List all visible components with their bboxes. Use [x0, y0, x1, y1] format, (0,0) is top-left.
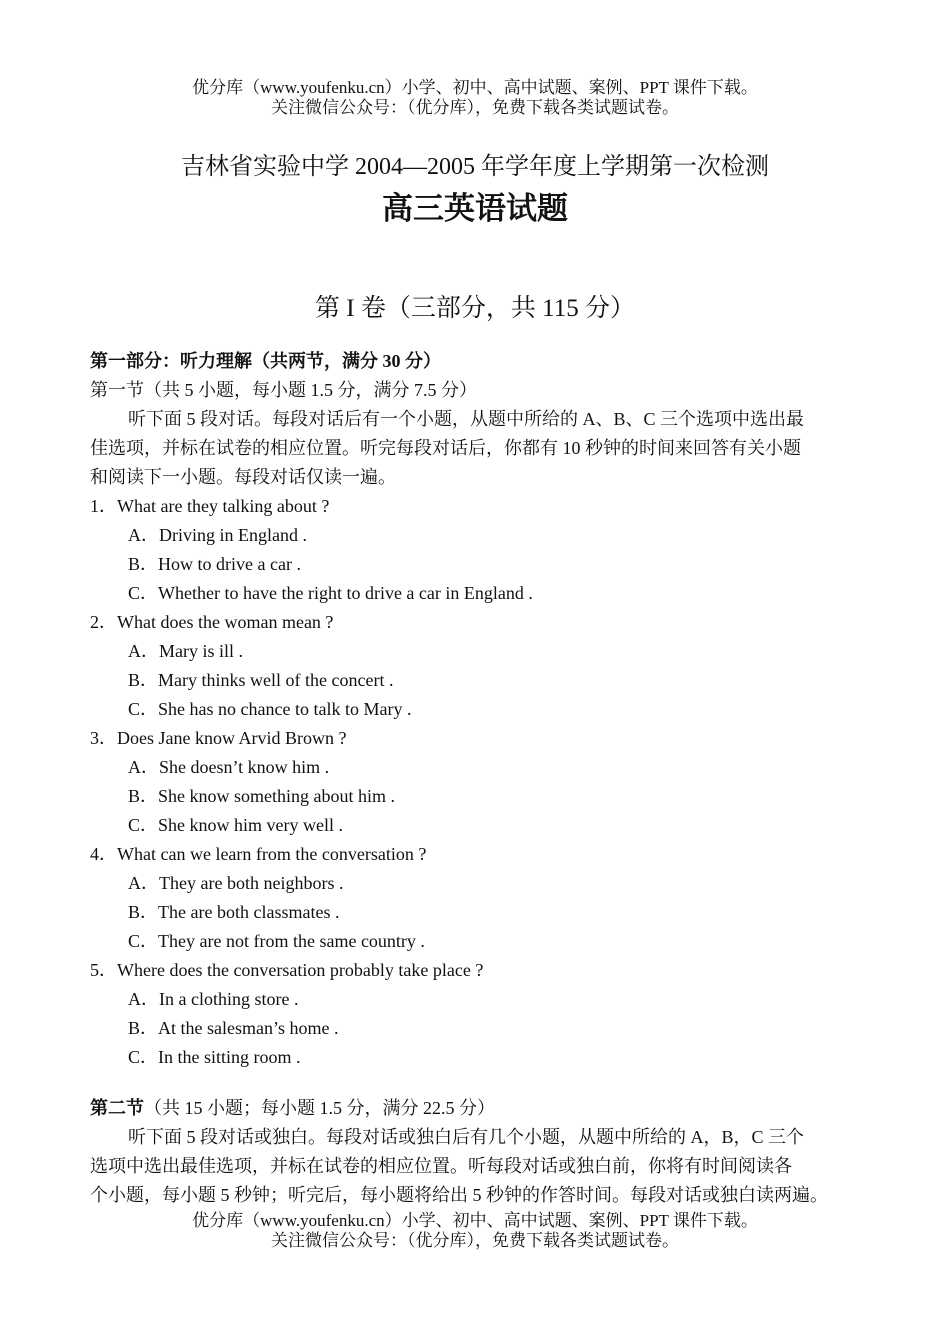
exam-school-title: 吉林省实验中学 2004—2005 年学年度上学期第一次检测 [181, 154, 769, 180]
option-3a [90, 753, 870, 782]
option-letter: A． [128, 641, 159, 661]
option-text: They are both neighbors . [159, 873, 344, 893]
footer-line-1: 优分库（www.youfenku.cn）小学、初中、高中试题、案例、PPT 课件下载。 [192, 1211, 758, 1230]
option-letter: B． [128, 786, 159, 806]
question-number: 3． [90, 728, 117, 748]
section1-heading: 第一节（共 5 小题，每小题 1.5 分，满分 7.5 分） [90, 380, 477, 400]
option-letter: C． [128, 1047, 159, 1067]
section2-heading-label: 第二节 [90, 1098, 144, 1118]
question-2 [90, 608, 870, 637]
header-line-1: 优分库（www.youfenku.cn）小学、初中、高中试题、案例、PPT 课件下载。 [192, 78, 758, 97]
option-letter: C． [128, 699, 159, 719]
option-text: In the sitting room . [158, 1047, 301, 1067]
option-letter: C． [128, 583, 159, 603]
option-text: Driving in England . [159, 525, 307, 545]
option-text: She doesn’t know him . [159, 757, 330, 777]
option-letter: A． [128, 525, 159, 545]
question-text: What are they talking about ? [117, 496, 330, 516]
question-number: 2． [90, 612, 117, 632]
question-text: Where does the conversation probably take place ? [117, 960, 484, 980]
option-text: She know him very well . [158, 815, 343, 835]
option-letter: B． [128, 1018, 159, 1038]
section1-instruction-3: 和阅读下一小题。每段对话仅读一遍。 [90, 467, 396, 487]
question-number: 1． [90, 496, 117, 516]
footer-line-2: 关注微信公众号：（优分库），免费下载各类试题试卷。 [271, 1231, 679, 1250]
option-text: How to drive a car . [158, 554, 301, 574]
option-1c [90, 579, 870, 608]
question-number: 4． [90, 844, 117, 864]
question-3 [90, 724, 870, 753]
option-2b [90, 666, 870, 695]
option-letter: B． [128, 670, 159, 690]
section2-instruction-3: 个小题，每小题 5 秒钟；听完后，每小题将给出 5 秒钟的作答时间。每段对话或独白读两遍。 [90, 1185, 828, 1205]
option-letter: A． [128, 873, 159, 893]
option-letter: A． [128, 757, 159, 777]
option-4a [90, 869, 870, 898]
question-number: 5． [90, 960, 117, 980]
option-letter: B． [128, 554, 159, 574]
section1-instruction-1: 听下面 5 段对话。每段对话后有一个小题，从题中所给的 A、B、C 三个选项中选出最 [128, 409, 805, 429]
option-text: In a clothing store . [159, 989, 299, 1009]
part1 [90, 347, 870, 1072]
option-5a [90, 985, 870, 1014]
question-text: What does the woman mean ? [117, 612, 334, 632]
question-text: What can we learn from the conversation ? [117, 844, 427, 864]
option-text: Whether to have the right to drive a car in England . [158, 583, 533, 603]
option-text: Mary thinks well of the concert . [158, 670, 394, 690]
header-line-2: 关注微信公众号：（优分库），免费下载各类试题试卷。 [271, 98, 679, 117]
section2-heading-detail: （共 15 小题；每小题 1.5 分，满分 22.5 分） [144, 1098, 495, 1118]
section2-instruction-2: 选项中选出最佳选项，并标在试卷的相应位置。听每段对话或独白前，你将有时间阅读各 [90, 1156, 792, 1176]
option-1b [90, 550, 870, 579]
question-5 [90, 956, 870, 985]
option-letter: C． [128, 931, 159, 951]
option-text: Mary is ill . [159, 641, 243, 661]
option-text: They are not from the same country . [158, 931, 425, 951]
question-1 [90, 492, 870, 521]
option-text: She know something about him . [158, 786, 396, 806]
volume-heading: 第 I 卷（三部分，共 115 分） [315, 295, 635, 322]
option-letter: C． [128, 815, 159, 835]
section2-heading [90, 1094, 870, 1123]
option-2a [90, 637, 870, 666]
option-text: At the salesman’s home . [158, 1018, 339, 1038]
option-5b [90, 1014, 870, 1043]
option-4c [90, 927, 870, 956]
option-3c [90, 811, 870, 840]
option-letter: A． [128, 989, 159, 1009]
option-text: She has no chance to talk to Mary . [158, 699, 412, 719]
section2 [90, 1094, 870, 1210]
option-5c [90, 1043, 870, 1072]
question-text: Does Jane know Arvid Brown ? [117, 728, 347, 748]
exam-subject-title: 高三英语试题 [382, 191, 568, 226]
option-2c [90, 695, 870, 724]
section1-instruction-2: 佳选项，并标在试卷的相应位置。听完每段对话后，你都有 10 秒钟的时间来回答有关小题 [90, 438, 801, 458]
question-4 [90, 840, 870, 869]
option-text: The are both classmates . [158, 902, 340, 922]
option-1a [90, 521, 870, 550]
part1-heading: 第一部分：听力理解（共两节，满分 30 分） [90, 351, 441, 371]
option-3b [90, 782, 870, 811]
section2-instruction-1: 听下面 5 段对话或独白。每段对话或独白后有几个小题，从题中所给的 A，B，C 三个 [128, 1127, 805, 1147]
option-4b [90, 898, 870, 927]
option-letter: B． [128, 902, 159, 922]
